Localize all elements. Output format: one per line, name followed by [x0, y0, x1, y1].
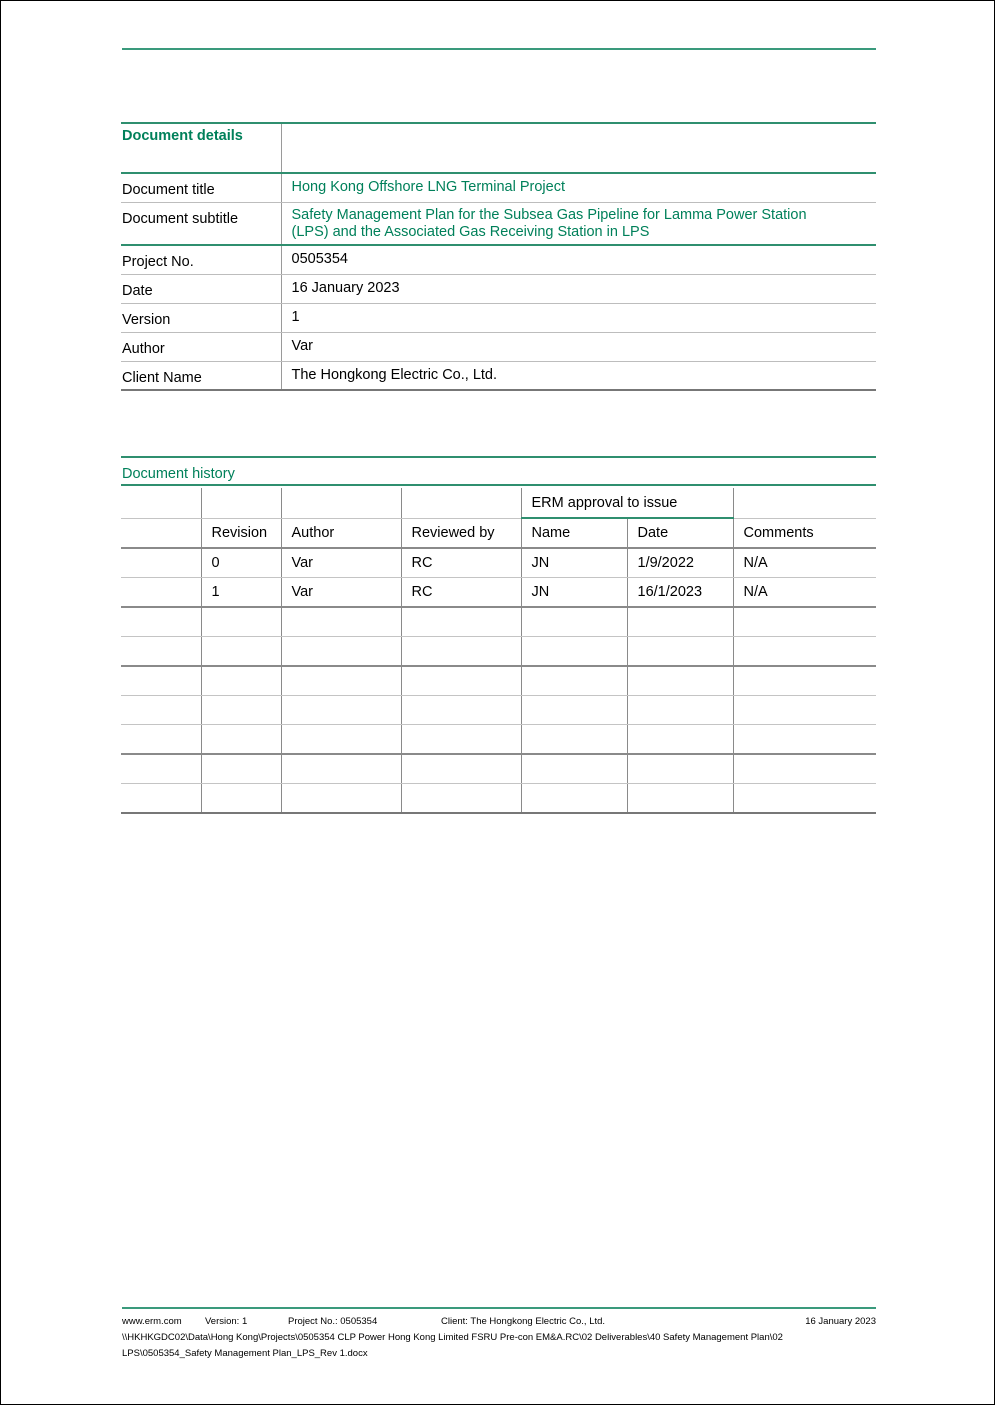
document-details-heading: Document details [121, 123, 281, 173]
label-document-title: Document title [122, 182, 215, 198]
value-version: 1 [291, 308, 300, 325]
label-client-name: Client Name [122, 369, 202, 386]
label-author: Author [122, 340, 165, 357]
empty-row [121, 637, 876, 667]
label-document-subtitle: Document subtitle [122, 210, 239, 227]
value-author: Var [291, 337, 313, 354]
value-document-subtitle: Safety Management Plan for the Subsea Gas Pipeline for Lamma Power Station (LPS) and the Associated Gas Receiving Station in LPS [291, 206, 807, 240]
footer-website: www.erm.com [122, 1316, 182, 1327]
value-date: 16 January 2023 [291, 279, 400, 296]
empty-row [121, 696, 876, 725]
document-history-heading-bar [121, 456, 876, 486]
table-row: 1 Var RC JN 16/1/2023 N/A [121, 578, 876, 608]
footer-client: Client: The Hongkong Electric Co., Ltd. [441, 1316, 606, 1327]
value-project-no: 0505354 [291, 251, 348, 267]
footer-version: Version: 1 [205, 1316, 248, 1327]
footer-project: Project No.: 0505354 [288, 1316, 378, 1327]
label-date: Date [122, 282, 153, 299]
empty-row [121, 666, 876, 696]
empty-row [121, 607, 876, 637]
empty-row [121, 784, 876, 814]
label-project-no: Project No. [122, 254, 194, 270]
col-header-date: Date [627, 518, 733, 548]
footer-date: 16 January 2023 [805, 1316, 876, 1327]
col-header-name: Name [521, 518, 627, 548]
footer-rule [122, 1307, 876, 1309]
footer-file-path: \\HKHKGDC02\Data\Hong Kong\Projects\0505354 CLP Power Hong Kong Limited FSRU Pre-con EM&A.RC\02 Deliverables\40 Safety Management Plan\02 LPS\0505354_Safety Management Plan_LPS_Rev 1.docx [122, 1332, 783, 1359]
col-header-revision: Revision [201, 518, 281, 548]
label-version: Version [122, 311, 171, 328]
erm-approval-header: ERM approval to issue [521, 488, 733, 518]
col-header-reviewed-by: Reviewed by [401, 518, 521, 548]
table-row: 0 Var RC JN 1/9/2022 N/A [121, 548, 876, 578]
document-history-table [121, 488, 876, 814]
header-rule [122, 48, 876, 50]
document-history-heading: Document history [122, 466, 235, 482]
col-header-comments: Comments [733, 518, 876, 548]
value-document-title: Hong Kong Offshore LNG Terminal Project [291, 179, 565, 195]
empty-row [121, 754, 876, 784]
document-details-table [121, 122, 876, 391]
col-header-author: Author [281, 518, 401, 548]
footer [122, 1314, 876, 1362]
value-client-name: The Hongkong Electric Co., Ltd. [291, 366, 498, 383]
empty-row [121, 725, 876, 755]
